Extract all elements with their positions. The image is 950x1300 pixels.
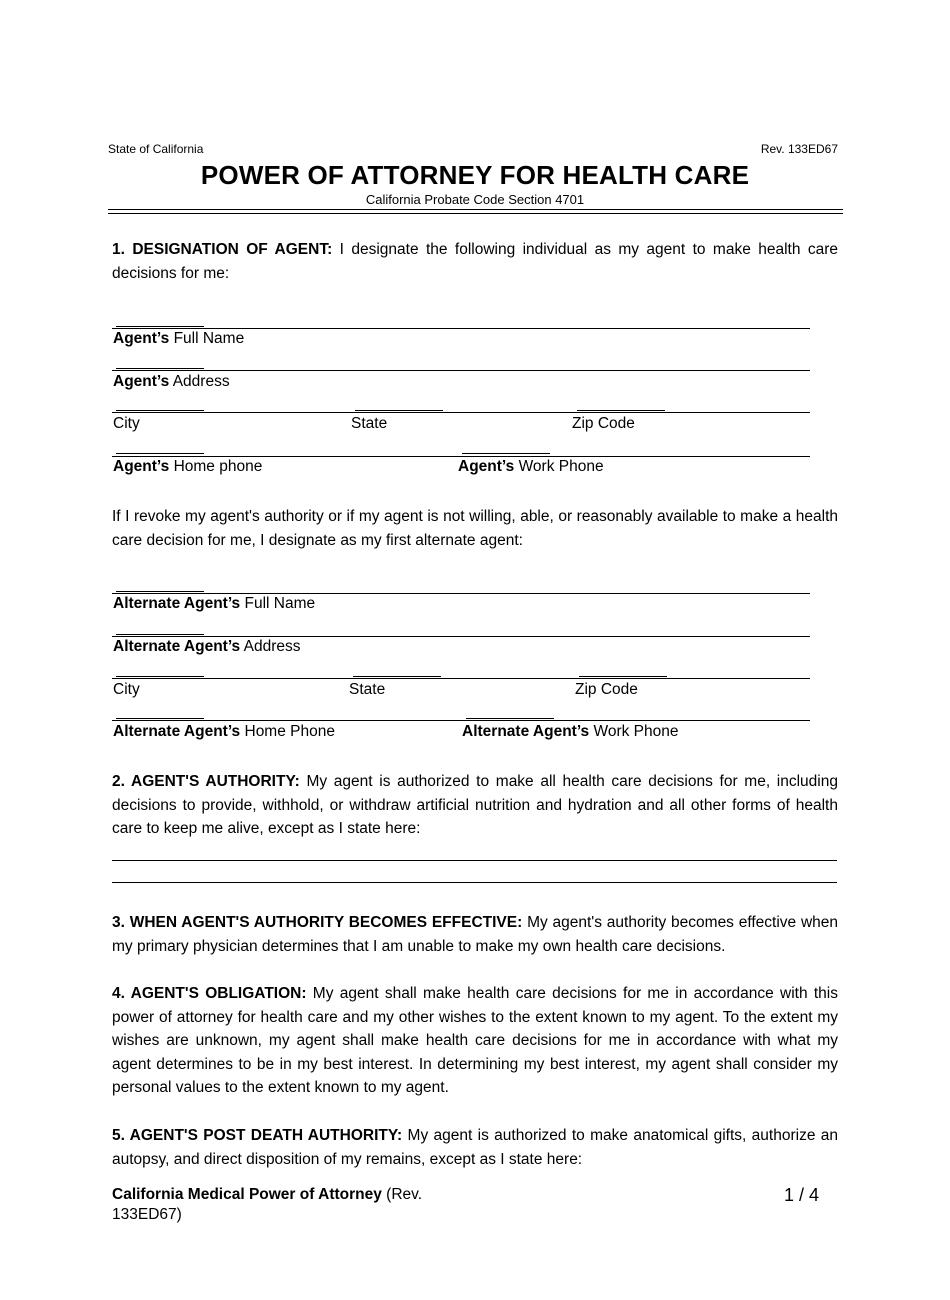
alt-home-phone-short-line [116, 718, 204, 719]
section-5-text: My agent is authorized to make anatomical gifts, authorize an autopsy, and direct disposition of my remains, except as I state here: [112, 1127, 839, 1168]
page-subtitle: California Probate Code Section 4701 [365, 192, 585, 207]
agent-work-phone-short-line [462, 453, 550, 454]
alt-state-short-line [353, 676, 441, 677]
alt-address-label: Alternate Agent’s Address [113, 638, 301, 655]
section-4-paragraph [112, 982, 838, 1100]
alt-city-label: City [113, 681, 140, 698]
section-3-text: My agent's authority becomes effective when my primary physician determines that I am unable to make my own health care decisions. [112, 914, 839, 955]
agent-state-short-line [355, 410, 443, 411]
agent-zip-label: Zip Code [572, 415, 635, 432]
agent-city-label: City [113, 415, 140, 432]
section-1-heading: 1. DESIGNATION OF AGENT: [112, 241, 333, 258]
agent-zip-short-line [577, 410, 665, 411]
page-title: POWER OF ATTORNEY FOR HEALTH CARE [200, 160, 750, 190]
alt-zip-short-line [579, 676, 667, 677]
revision-label: Rev. 133ED67 [760, 142, 838, 156]
alt-phone-field[interactable] [112, 720, 810, 721]
footer-document-title: California Medical Power of Attorney (Rev. 133ED67) [112, 1186, 423, 1223]
section-2-paragraph [112, 770, 838, 841]
alt-full-name-field[interactable] [112, 593, 810, 594]
section-1-text: I designate the following individual as my agent to make health care decisions for me: [112, 241, 838, 282]
agent-full-name-field[interactable] [112, 328, 810, 329]
agent-work-phone-label: Agent’s Work Phone [458, 458, 604, 475]
page-number: 1 / 4 [784, 1185, 820, 1205]
state-label: State of California [108, 142, 204, 156]
alt-address-field[interactable] [112, 636, 810, 637]
section-3-paragraph [112, 911, 838, 958]
agent-state-label: State [351, 415, 388, 432]
agent-full-name-short-line [116, 326, 204, 327]
section-3-heading: 3. WHEN AGENT'S AUTHORITY BECOMES EFFECTIVE: [112, 914, 523, 931]
alt-full-name-label: Alternate Agent’s Full Name [113, 595, 316, 612]
alt-work-phone-label: Alternate Agent’s Work Phone [462, 723, 679, 740]
agent-address-field[interactable] [112, 370, 810, 371]
alt-city-state-zip-field[interactable] [112, 678, 810, 679]
header-rule-bottom [108, 213, 843, 214]
agent-address-label: Agent’s Address [113, 373, 230, 390]
alt-work-phone-short-line [466, 718, 554, 719]
agent-city-state-zip-field[interactable] [112, 412, 810, 413]
agent-phone-field[interactable] [112, 456, 810, 457]
header-rule-top [108, 209, 843, 210]
section-1-paragraph [112, 238, 838, 285]
alternate-agent-paragraph: If I revoke my agent's authority or if my agent is not willing, able, or reasonably available to make a health care decision for me, I designate as my first alternate agent: [112, 508, 838, 549]
alt-state-label: State [349, 681, 386, 698]
authority-exceptions-line-2[interactable] [112, 882, 837, 883]
alt-home-phone-label: Alternate Agent’s Home Phone [113, 723, 335, 740]
alt-city-short-line [116, 676, 204, 677]
section-2-text: My agent is authorized to make all health care decisions for me, including decisions to provide, withhold, or withdraw artificial nutrition and hydration and all other forms of health care to keep me alive, except as I state here: [112, 773, 838, 837]
section-4-text: My agent shall make health care decisions for me in accordance with this power of attorney for health care and my other wishes to the extent known to my agent. To the extent my wishes are unknown, my agent shall make health care decisions for me in accordance with what my agent determines to be in my best interest. In determining my best interest, my agent shall consider my personal values to the extent known to my agent. [112, 985, 838, 1096]
agent-city-short-line [116, 410, 204, 411]
authority-exceptions-line-1[interactable] [112, 860, 837, 861]
agent-home-phone-short-line [116, 453, 204, 454]
alt-zip-label: Zip Code [575, 681, 638, 698]
alt-full-name-short-line [116, 591, 204, 592]
section-5-heading: 5. AGENT'S POST DEATH AUTHORITY: [112, 1127, 403, 1144]
section-2-heading: 2. AGENT'S AUTHORITY: [112, 773, 300, 790]
section-4-heading: 4. AGENT'S OBLIGATION: [112, 985, 307, 1002]
agent-full-name-label: Agent’s Full Name [113, 330, 245, 347]
agent-home-phone-label: Agent’s Home phone [113, 458, 263, 475]
section-5-paragraph [112, 1124, 838, 1171]
alt-address-short-line [116, 634, 204, 635]
agent-address-short-line [116, 368, 204, 369]
